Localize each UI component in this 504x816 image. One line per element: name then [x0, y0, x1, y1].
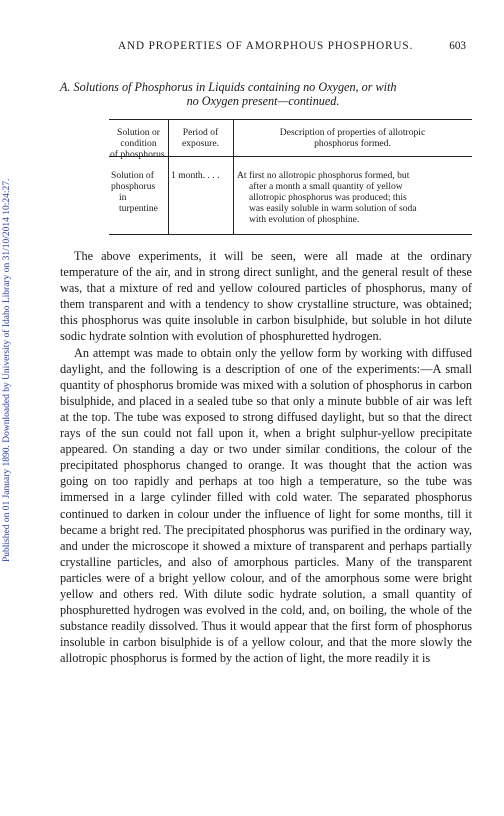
table-rule-top: [109, 119, 472, 120]
row-description-line: with evolution of phosphine.: [249, 214, 360, 225]
header-period-line: exposure.: [181, 138, 220, 149]
header-description-line: Description of properties of allotropic: [279, 127, 426, 138]
row-solution-line: in turpentine: [119, 192, 158, 214]
row-description-line: after a month a small quantity of yellow: [249, 181, 403, 192]
header-description: [233, 127, 472, 149]
header-solution-line: Solution or condition: [117, 127, 160, 149]
heading-line-1: A. Solutions of Phosphorus in Liquids containing no Oxygen, or with: [60, 80, 397, 94]
heading-line-2: no Oxygen present—continued.: [186, 94, 340, 108]
running-title: AND PROPERTIES OF AMORPHOUS PHOSPHORUS.: [118, 40, 414, 52]
row-solution: [111, 170, 167, 214]
row-description-line: was easily soluble in warm solution of soda: [249, 203, 417, 214]
row-description-line: allotropic phosphorus was produced; this: [249, 192, 407, 203]
row-description-line: At first no allotropic phosphorus formed, but: [237, 170, 410, 181]
paragraph: An attempt was made to obtain only the yellow form by working with diffused daylight, and the following is a description of one of the experiments:—A small quantity of phosphorus bromide was mixed with a solution of phosphorus in carbon bisulphide, and placed in a sealed tube so that only a minute bubble of air was left at the top. The tube was exposed to strong diffused daylight, but so that the direct rays of the sun could not fall upon it, when a bright sulphur-yellow precipitate appeared. On standing a day or two under similar conditions, the colour of the precipitated phosphorus changed to orange. It was thought that the action was going on too rapidly and perhaps at too high a temperature, so the tube was immersed in a large cylinder filled with cold water. The separated phosphorus continued to darken in colour under the influence of light for some months, till it became a bright red. The precipitated phosphorus was purified in the ordinary way, and under the microscope it showed a mixture of transparent and perhaps partially crystalline particles, and also of amorphous particles. Many of the transparent particles were of a bright yellow colour, and of the amorphous some were bright yellow and others red. With dilute sodic hydrate solution, a small quantity of phosphuretted hydrogen was evolved in the cold, and, on boiling, the whole of the substance readily dissolved. Thus it would appear that the first form of phosphorus insoluble in carbon bisulphide is of a yellow colour, and that the more slowly the allotropic phosphorus is formed by the action of light, the more readily it is: [60, 345, 472, 666]
row-description: [237, 170, 471, 225]
row-solution-line: Solution of phosphorus: [111, 170, 156, 192]
paragraph: The above experiments, it will be seen, were all made at the ordinary temperature of the air, and in strong direct sunlight, and the general result of these was, that a mixture of red and yellow coloured particles of phosphorus, many of them transparent and with a tendency to show crystalline structure, was obtained; this phosphorus was quite insoluble in carbon bisulphide, but soluble in hot dilute sodic hydrate solntion with evolution of phosphuretted hydrogen.: [60, 249, 472, 344]
body-text: [60, 248, 472, 666]
table-rule-bottom: [109, 234, 472, 235]
running-head: [58, 40, 466, 54]
page-number: 603: [449, 40, 466, 52]
header-solution: [109, 127, 168, 160]
row-period: 1 month. . . .: [171, 170, 220, 181]
header-period: [168, 127, 233, 149]
header-period-line: Period of: [182, 127, 219, 138]
header-description-line: phosphorus formed.: [314, 138, 391, 149]
table-heading: [60, 80, 466, 108]
download-watermark: Published on 01 January 1890. Downloaded by University of Idaho Library on 31/10/2014 10:24:27.: [2, 178, 12, 562]
header-solution-line: of phosphorus.: [109, 149, 168, 160]
